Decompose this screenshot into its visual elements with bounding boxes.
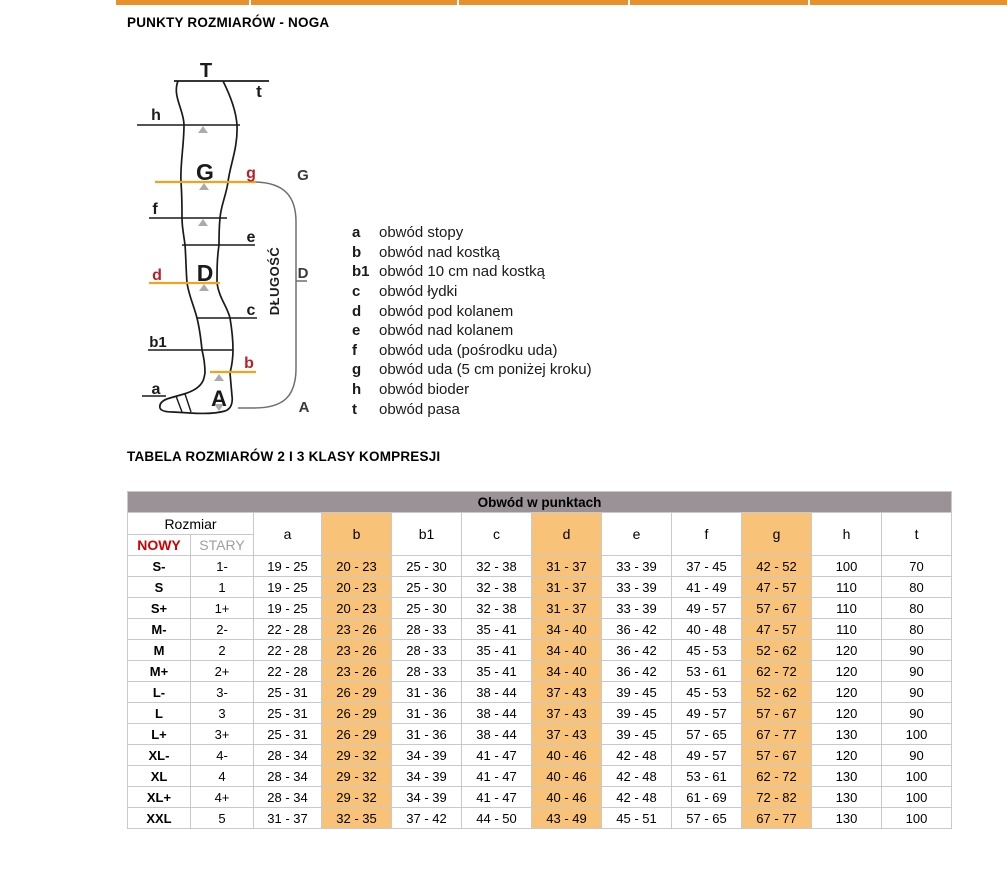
cell-g: 52 - 62 xyxy=(742,682,812,703)
cell-t: 100 xyxy=(882,724,952,745)
table-row-XL xyxy=(128,766,952,787)
size-table-body xyxy=(128,556,952,829)
cell-e: 42 - 48 xyxy=(602,766,672,787)
cell-size-new: XL+ xyxy=(128,787,191,808)
label-b: b xyxy=(244,355,254,372)
cell-d: 34 - 40 xyxy=(532,661,602,682)
cell-t: 90 xyxy=(882,661,952,682)
cell-d: 40 - 46 xyxy=(532,745,602,766)
cell-a: 28 - 34 xyxy=(254,787,322,808)
cell-c: 38 - 44 xyxy=(462,703,532,724)
tab-segment-5[interactable] xyxy=(810,0,1007,5)
legend-key: h xyxy=(352,381,362,399)
cell-e: 39 - 45 xyxy=(602,724,672,745)
cell-a: 19 - 25 xyxy=(254,556,322,577)
cell-a: 22 - 28 xyxy=(254,619,322,640)
cell-f: 61 - 69 xyxy=(672,787,742,808)
cell-c: 44 - 50 xyxy=(462,808,532,829)
cell-size-old: 1- xyxy=(191,556,254,577)
cell-size-old: 3 xyxy=(191,703,254,724)
cell-f: 37 - 45 xyxy=(672,556,742,577)
label-f: f xyxy=(152,201,158,218)
cell-size-new: M- xyxy=(128,619,191,640)
cell-d: 34 - 40 xyxy=(532,619,602,640)
cell-b: 26 - 29 xyxy=(322,703,392,724)
cell-f: 53 - 61 xyxy=(672,766,742,787)
cell-d: 31 - 37 xyxy=(532,556,602,577)
cell-g: 47 - 57 xyxy=(742,619,812,640)
cell-e: 42 - 48 xyxy=(602,745,672,766)
legend-label: obwód stopy xyxy=(379,224,464,242)
cell-size-old: 2 xyxy=(191,640,254,661)
legend-label: obwód nad kostką xyxy=(379,243,500,261)
legend-key: d xyxy=(352,302,362,320)
cell-size-old: 4 xyxy=(191,766,254,787)
cell-a: 31 - 37 xyxy=(254,808,322,829)
cell-e: 33 - 39 xyxy=(602,556,672,577)
cell-b1: 28 - 33 xyxy=(392,619,462,640)
table-header-letters-row xyxy=(128,513,952,535)
legend-label: obwód uda (pośrodku uda) xyxy=(379,341,558,359)
legend-key: f xyxy=(352,341,357,359)
cell-h: 120 xyxy=(812,682,882,703)
cell-h: 110 xyxy=(812,598,882,619)
cell-a: 25 - 31 xyxy=(254,724,322,745)
cell-g: 52 - 62 xyxy=(742,640,812,661)
cell-f: 49 - 57 xyxy=(672,745,742,766)
legend-key: t xyxy=(352,400,357,418)
cell-h: 110 xyxy=(812,619,882,640)
cell-g: 42 - 52 xyxy=(742,556,812,577)
cell-size-old: 3- xyxy=(191,682,254,703)
legend-label: obwód pod kolanem xyxy=(379,302,514,320)
cell-f: 49 - 57 xyxy=(672,703,742,724)
cell-size-old: 4+ xyxy=(191,787,254,808)
cell-a: 25 - 31 xyxy=(254,682,322,703)
cell-c: 35 - 41 xyxy=(462,640,532,661)
cell-size-new: XXL xyxy=(128,808,191,829)
cell-b1: 25 - 30 xyxy=(392,577,462,598)
legend-key: b1 xyxy=(352,263,370,281)
legend-key: b xyxy=(352,243,362,261)
cell-f: 45 - 53 xyxy=(672,640,742,661)
legend-key: c xyxy=(352,283,361,301)
cell-size-old: 3+ xyxy=(191,724,254,745)
cell-t: 100 xyxy=(882,787,952,808)
col-header-d: d xyxy=(532,513,602,556)
cell-e: 42 - 48 xyxy=(602,787,672,808)
cell-d: 31 - 37 xyxy=(532,598,602,619)
cell-size-new: L xyxy=(128,703,191,724)
cell-f: 57 - 65 xyxy=(672,724,742,745)
cell-g: 57 - 67 xyxy=(742,745,812,766)
label-b1: b1 xyxy=(149,334,167,351)
cell-size-old: 2- xyxy=(191,619,254,640)
cell-c: 35 - 41 xyxy=(462,619,532,640)
table-row-L+ xyxy=(128,724,952,745)
rozmiar-header: Rozmiar xyxy=(128,513,254,535)
cell-a: 19 - 25 xyxy=(254,577,322,598)
cell-e: 33 - 39 xyxy=(602,577,672,598)
cell-f: 45 - 53 xyxy=(672,682,742,703)
cell-t: 70 xyxy=(882,556,952,577)
cell-b: 29 - 32 xyxy=(322,745,392,766)
legend-item-t xyxy=(352,399,592,419)
cell-b: 29 - 32 xyxy=(322,787,392,808)
cell-size-new: M+ xyxy=(128,661,191,682)
table-row-M+ xyxy=(128,661,952,682)
legend-item-a xyxy=(352,223,592,243)
cell-h: 130 xyxy=(812,724,882,745)
legend-item-c xyxy=(352,282,592,302)
legend-item-f xyxy=(352,341,592,361)
cell-h: 120 xyxy=(812,661,882,682)
cell-b: 32 - 35 xyxy=(322,808,392,829)
cell-g: 62 - 72 xyxy=(742,661,812,682)
tab-segment-2[interactable] xyxy=(251,0,457,5)
label-a: a xyxy=(151,381,161,398)
label-e: e xyxy=(246,229,256,246)
cell-f: 40 - 48 xyxy=(672,619,742,640)
table-row-S- xyxy=(128,556,952,577)
cell-b1: 34 - 39 xyxy=(392,745,462,766)
cell-size-old: 5 xyxy=(191,808,254,829)
legend-label: obwód bioder xyxy=(379,381,470,399)
cell-size-new: S+ xyxy=(128,598,191,619)
legend-label: obwód łydki xyxy=(379,283,458,301)
legend-item-b1 xyxy=(352,262,592,282)
cell-f: 57 - 65 xyxy=(672,808,742,829)
label-T: T xyxy=(199,60,213,82)
table-row-M xyxy=(128,640,952,661)
legend-label: obwód nad kolanem xyxy=(379,322,514,340)
cell-b1: 34 - 39 xyxy=(392,766,462,787)
cell-b1: 31 - 36 xyxy=(392,724,462,745)
stary-header: STARY xyxy=(191,535,254,556)
cell-h: 100 xyxy=(812,556,882,577)
col-header-g: g xyxy=(742,513,812,556)
cell-g: 62 - 72 xyxy=(742,766,812,787)
cell-t: 80 xyxy=(882,577,952,598)
cell-h: 120 xyxy=(812,703,882,724)
cell-c: 41 - 47 xyxy=(462,766,532,787)
cell-b: 20 - 23 xyxy=(322,577,392,598)
col-header-c: c xyxy=(462,513,532,556)
cell-d: 43 - 49 xyxy=(532,808,602,829)
cell-b1: 37 - 42 xyxy=(392,808,462,829)
col-header-f: f xyxy=(672,513,742,556)
col-header-b1: b1 xyxy=(392,513,462,556)
cell-b: 26 - 29 xyxy=(322,724,392,745)
label-G: G xyxy=(196,159,214,185)
table-row-XXL xyxy=(128,808,952,829)
cell-g: 47 - 57 xyxy=(742,577,812,598)
legend-item-g xyxy=(352,360,592,380)
cell-e: 33 - 39 xyxy=(602,598,672,619)
legend-label: obwód 10 cm nad kostką xyxy=(379,263,545,281)
cell-e: 39 - 45 xyxy=(602,703,672,724)
cell-h: 120 xyxy=(812,640,882,661)
cell-t: 100 xyxy=(882,808,952,829)
cell-size-new: S- xyxy=(128,556,191,577)
col-header-a: a xyxy=(254,513,322,556)
label-g: g xyxy=(246,165,256,182)
cell-size-old: 2+ xyxy=(191,661,254,682)
tab-segment-4[interactable] xyxy=(630,0,808,5)
cell-g: 67 - 77 xyxy=(742,724,812,745)
cell-b1: 31 - 36 xyxy=(392,703,462,724)
cell-c: 38 - 44 xyxy=(462,682,532,703)
table-row-XL+ xyxy=(128,787,952,808)
cell-b1: 34 - 39 xyxy=(392,787,462,808)
legend-item-d xyxy=(352,301,592,321)
cell-t: 90 xyxy=(882,640,952,661)
legend-label: obwód pasa xyxy=(379,400,460,418)
cell-h: 110 xyxy=(812,577,882,598)
cell-b: 20 - 23 xyxy=(322,556,392,577)
table-row-M- xyxy=(128,619,952,640)
label-length: DŁUGOŚĆ xyxy=(267,246,282,316)
cell-a: 22 - 28 xyxy=(254,640,322,661)
cell-h: 130 xyxy=(812,808,882,829)
cell-e: 36 - 42 xyxy=(602,619,672,640)
cell-t: 80 xyxy=(882,619,952,640)
label-D: D xyxy=(196,260,214,286)
cell-b: 23 - 26 xyxy=(322,640,392,661)
size-table xyxy=(127,491,952,829)
cell-c: 35 - 41 xyxy=(462,661,532,682)
legend-item-e xyxy=(352,321,592,341)
cell-a: 22 - 28 xyxy=(254,661,322,682)
cell-b: 26 - 29 xyxy=(322,682,392,703)
cell-size-new: S xyxy=(128,577,191,598)
label-G-right: G xyxy=(297,167,309,184)
table-row-L xyxy=(128,703,952,724)
legend-item-b xyxy=(352,243,592,263)
cell-f: 41 - 49 xyxy=(672,577,742,598)
cell-a: 28 - 34 xyxy=(254,745,322,766)
cell-b: 29 - 32 xyxy=(322,766,392,787)
col-header-t: t xyxy=(882,513,952,556)
tab-segment-3[interactable] xyxy=(459,0,628,5)
cell-e: 39 - 45 xyxy=(602,682,672,703)
cell-b1: 25 - 30 xyxy=(392,598,462,619)
cell-d: 37 - 43 xyxy=(532,703,602,724)
cell-size-new: XL xyxy=(128,766,191,787)
cell-size-old: 4- xyxy=(191,745,254,766)
cell-h: 130 xyxy=(812,766,882,787)
cell-b: 20 - 23 xyxy=(322,598,392,619)
cell-g: 67 - 77 xyxy=(742,808,812,829)
cell-c: 38 - 44 xyxy=(462,724,532,745)
cell-f: 53 - 61 xyxy=(672,661,742,682)
cell-b: 23 - 26 xyxy=(322,619,392,640)
cell-t: 100 xyxy=(882,766,952,787)
cell-size-new: M xyxy=(128,640,191,661)
leg-measurement-diagram xyxy=(130,55,325,425)
cell-d: 37 - 43 xyxy=(532,682,602,703)
cell-d: 40 - 46 xyxy=(532,787,602,808)
cell-e: 36 - 42 xyxy=(602,661,672,682)
legend-label: obwód uda (5 cm poniżej kroku) xyxy=(379,361,592,379)
legend-key: a xyxy=(352,224,361,242)
cell-b: 23 - 26 xyxy=(322,661,392,682)
table-row-S xyxy=(128,577,952,598)
cell-c: 32 - 38 xyxy=(462,577,532,598)
cell-h: 130 xyxy=(812,787,882,808)
cell-a: 25 - 31 xyxy=(254,703,322,724)
cell-b1: 28 - 33 xyxy=(392,640,462,661)
table-row-XL- xyxy=(128,745,952,766)
label-c: c xyxy=(246,302,256,319)
legend-key: e xyxy=(352,322,361,340)
cell-t: 90 xyxy=(882,703,952,724)
cell-t: 80 xyxy=(882,598,952,619)
cell-size-old: 1+ xyxy=(191,598,254,619)
section-title-points: PUNKTY ROZMIARÓW - NOGA xyxy=(127,15,330,30)
cell-c: 41 - 47 xyxy=(462,745,532,766)
legend-item-h xyxy=(352,380,592,400)
cell-size-new: L+ xyxy=(128,724,191,745)
legend-list xyxy=(352,223,592,419)
cell-g: 57 - 67 xyxy=(742,598,812,619)
label-D-right: D xyxy=(297,265,309,282)
table-banner: Obwód w punktach xyxy=(128,492,952,513)
cell-h: 120 xyxy=(812,745,882,766)
cell-e: 36 - 42 xyxy=(602,640,672,661)
cell-t: 90 xyxy=(882,745,952,766)
cell-f: 49 - 57 xyxy=(672,598,742,619)
tab-segment-1[interactable] xyxy=(116,0,249,5)
legend-key: g xyxy=(352,361,362,379)
cell-size-new: XL- xyxy=(128,745,191,766)
section-title-table: TABELA ROZMIARÓW 2 I 3 KLASY KOMPRESJI xyxy=(127,449,441,464)
cell-d: 31 - 37 xyxy=(532,577,602,598)
cell-t: 90 xyxy=(882,682,952,703)
label-h: h xyxy=(151,107,161,124)
cell-e: 45 - 51 xyxy=(602,808,672,829)
cell-g: 57 - 67 xyxy=(742,703,812,724)
nowy-header: NOWY xyxy=(128,535,191,556)
cell-b1: 31 - 36 xyxy=(392,682,462,703)
col-header-b: b xyxy=(322,513,392,556)
cell-b1: 28 - 33 xyxy=(392,661,462,682)
label-A: A xyxy=(211,386,227,411)
col-header-e: e xyxy=(602,513,672,556)
cell-d: 37 - 43 xyxy=(532,724,602,745)
label-A-right: A xyxy=(298,399,310,416)
label-d: d xyxy=(152,267,162,284)
cell-c: 32 - 38 xyxy=(462,556,532,577)
cell-a: 28 - 34 xyxy=(254,766,322,787)
label-t: t xyxy=(256,82,262,101)
cell-size-old: 1 xyxy=(191,577,254,598)
cell-d: 40 - 46 xyxy=(532,766,602,787)
cell-c: 41 - 47 xyxy=(462,787,532,808)
cell-a: 19 - 25 xyxy=(254,598,322,619)
table-row-S+ xyxy=(128,598,952,619)
cell-b1: 25 - 30 xyxy=(392,556,462,577)
table-row-L- xyxy=(128,682,952,703)
cell-g: 72 - 82 xyxy=(742,787,812,808)
col-header-h: h xyxy=(812,513,882,556)
cell-size-new: L- xyxy=(128,682,191,703)
cell-c: 32 - 38 xyxy=(462,598,532,619)
cell-d: 34 - 40 xyxy=(532,640,602,661)
